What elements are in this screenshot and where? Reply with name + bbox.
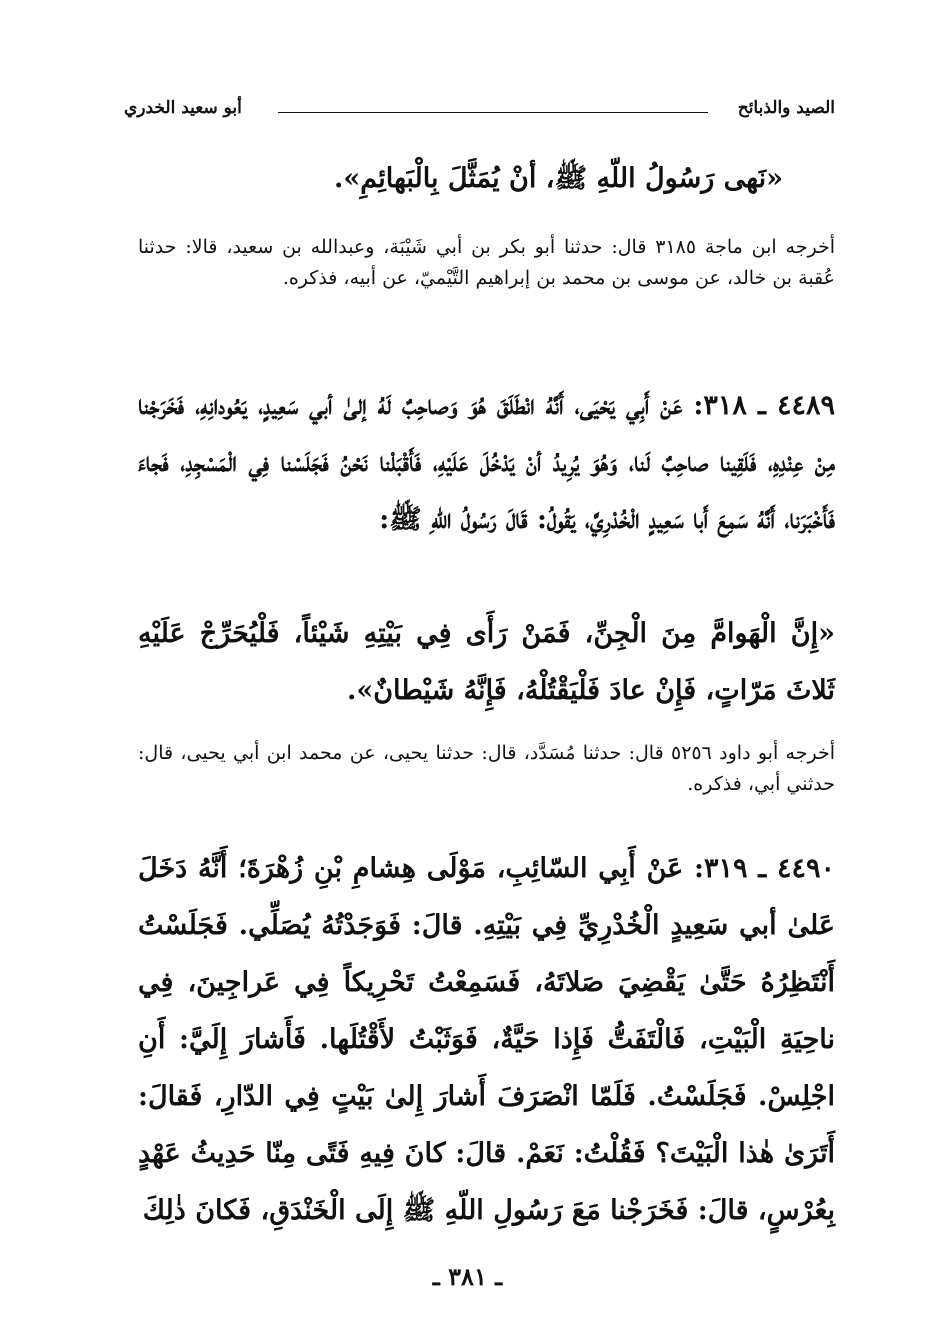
hadith-4489: ٤٤٨٩ ـ ٣١٨: عَنْ أَبِي يَحْيَى، أَنَّهُ انْطَلَقَ هُوَ وَصاحِبٌ لَهُ إلىٰ أبي سَعِيدٍ، يَعُودانِهِ، فَخَرَجْنا مِنْ عِنْدِهِ، فَلَقِينا صاحِبٌ لَنا، وَهُوَ يُرِيدُ أنْ يَدْخُلَ عَلَيْهِ، فَأَقْبَلْنا نَحْنُ فَجَلَسْنا فِي الْمَسْجِدِ، فَجاءَ فَأَخْبَرَنا، أَنَّهُ سَمِعَ أَبا سَعِيدٍ الْخُدْرِيَّ، يَقُولُ: قَالَ رَسُولُ اللّهِ ﷺ:	[138, 390, 835, 535]
hadith-quote: «إِنَّ الْهَوامَّ مِنَ الْجِنِّ، فَمَنْ رَأَى فِي بَيْتِهِ شَيْئاً، فَلْيُحَرِّجْ عَلَيْهِ ثَلاثَ مَرّاتٍ، فَإِنْ عادَ فَلْيَقْتُلْهُ، فَإِنَّهُ شَيْطانٌ».	[138, 618, 835, 706]
page-number: ـ ٣٨١ ـ	[432, 1262, 503, 1291]
takhrij-note: أخرجه ابن ماجة ٣١٨٥ قال: حدثنا أبو بكر بن أبي شَيْبَة، وعبدالله بن سعيد، قالا: حدثنا عُقبة بن خالد، عن موسى بن محمد بن إبراهيم التَّيْميّ، عن أبيه، فذكره.	[138, 236, 835, 289]
running-header-chapter: الصيد والذبائح	[737, 98, 835, 118]
hadith-text: «نَهى رَسُولُ اللّهِ ﷺ، أنْ يُمَثَّلَ بِالْبَهائِمِ».	[333, 163, 783, 194]
hadith-4490: ٤٤٩٠ ـ ٣١٩: عَنْ أَبِي السّائِبِ، مَوْلَى هِشامِ بْنِ زُهْرَةَ؛ أَنَّهُ دَخَلَ عَلىٰ أبي سَعِيدٍ الْخُدْرِيِّ فِي بَيْتِهِ. قالَ: فَوَجَدْتُهُ يُصَلِّي. فَجَلَسْتُ أَنْتَظِرُهُ حَتَّىٰ يَقْضِيَ صَلاتَهُ، فَسَمِعْتُ تَحْرِيكاً فِي عَراجِينَ، فِي ناحِيَةِ الْبَيْتِ، فَالْتَفَتُّ فَإِذا حَيَّةٌ، فَوَثَبْتُ لأَقْتُلَها. فَأَشارَ إِلَيَّ: أَنِ اجْلِسْ. فَجَلَسْتُ. فَلَمّا انْصَرَفَ أَشارَ إِلىٰ بَيْتٍ فِي الدّارِ، فَقالَ: أَتَرَىٰ هٰذا الْبَيْتَ؟ فَقُلْتُ: نَعَمْ. قالَ: كانَ فِيهِ فَتًى مِنّا حَدِيثُ عَهْدٍ بِعُرْسٍ، قالَ: فَخَرَجْنا مَعَ رَسُولِ اللّهِ ﷺ إِلَى الْخَنْدَقِ، فَكانَ ذٰلِكَ	[138, 853, 835, 1226]
header-rule	[278, 112, 708, 113]
running-header-narrator: أبو سعيد الخدري	[124, 98, 242, 118]
takhrij-note: أخرجه أبو داود ٥٢٥٦ قال: حدثنا مُسَدَّد، قال: حدثنا يحيى، عن محمد ابن أبي يحيى، قال: حدثني أبي، فذكره.	[138, 742, 835, 795]
